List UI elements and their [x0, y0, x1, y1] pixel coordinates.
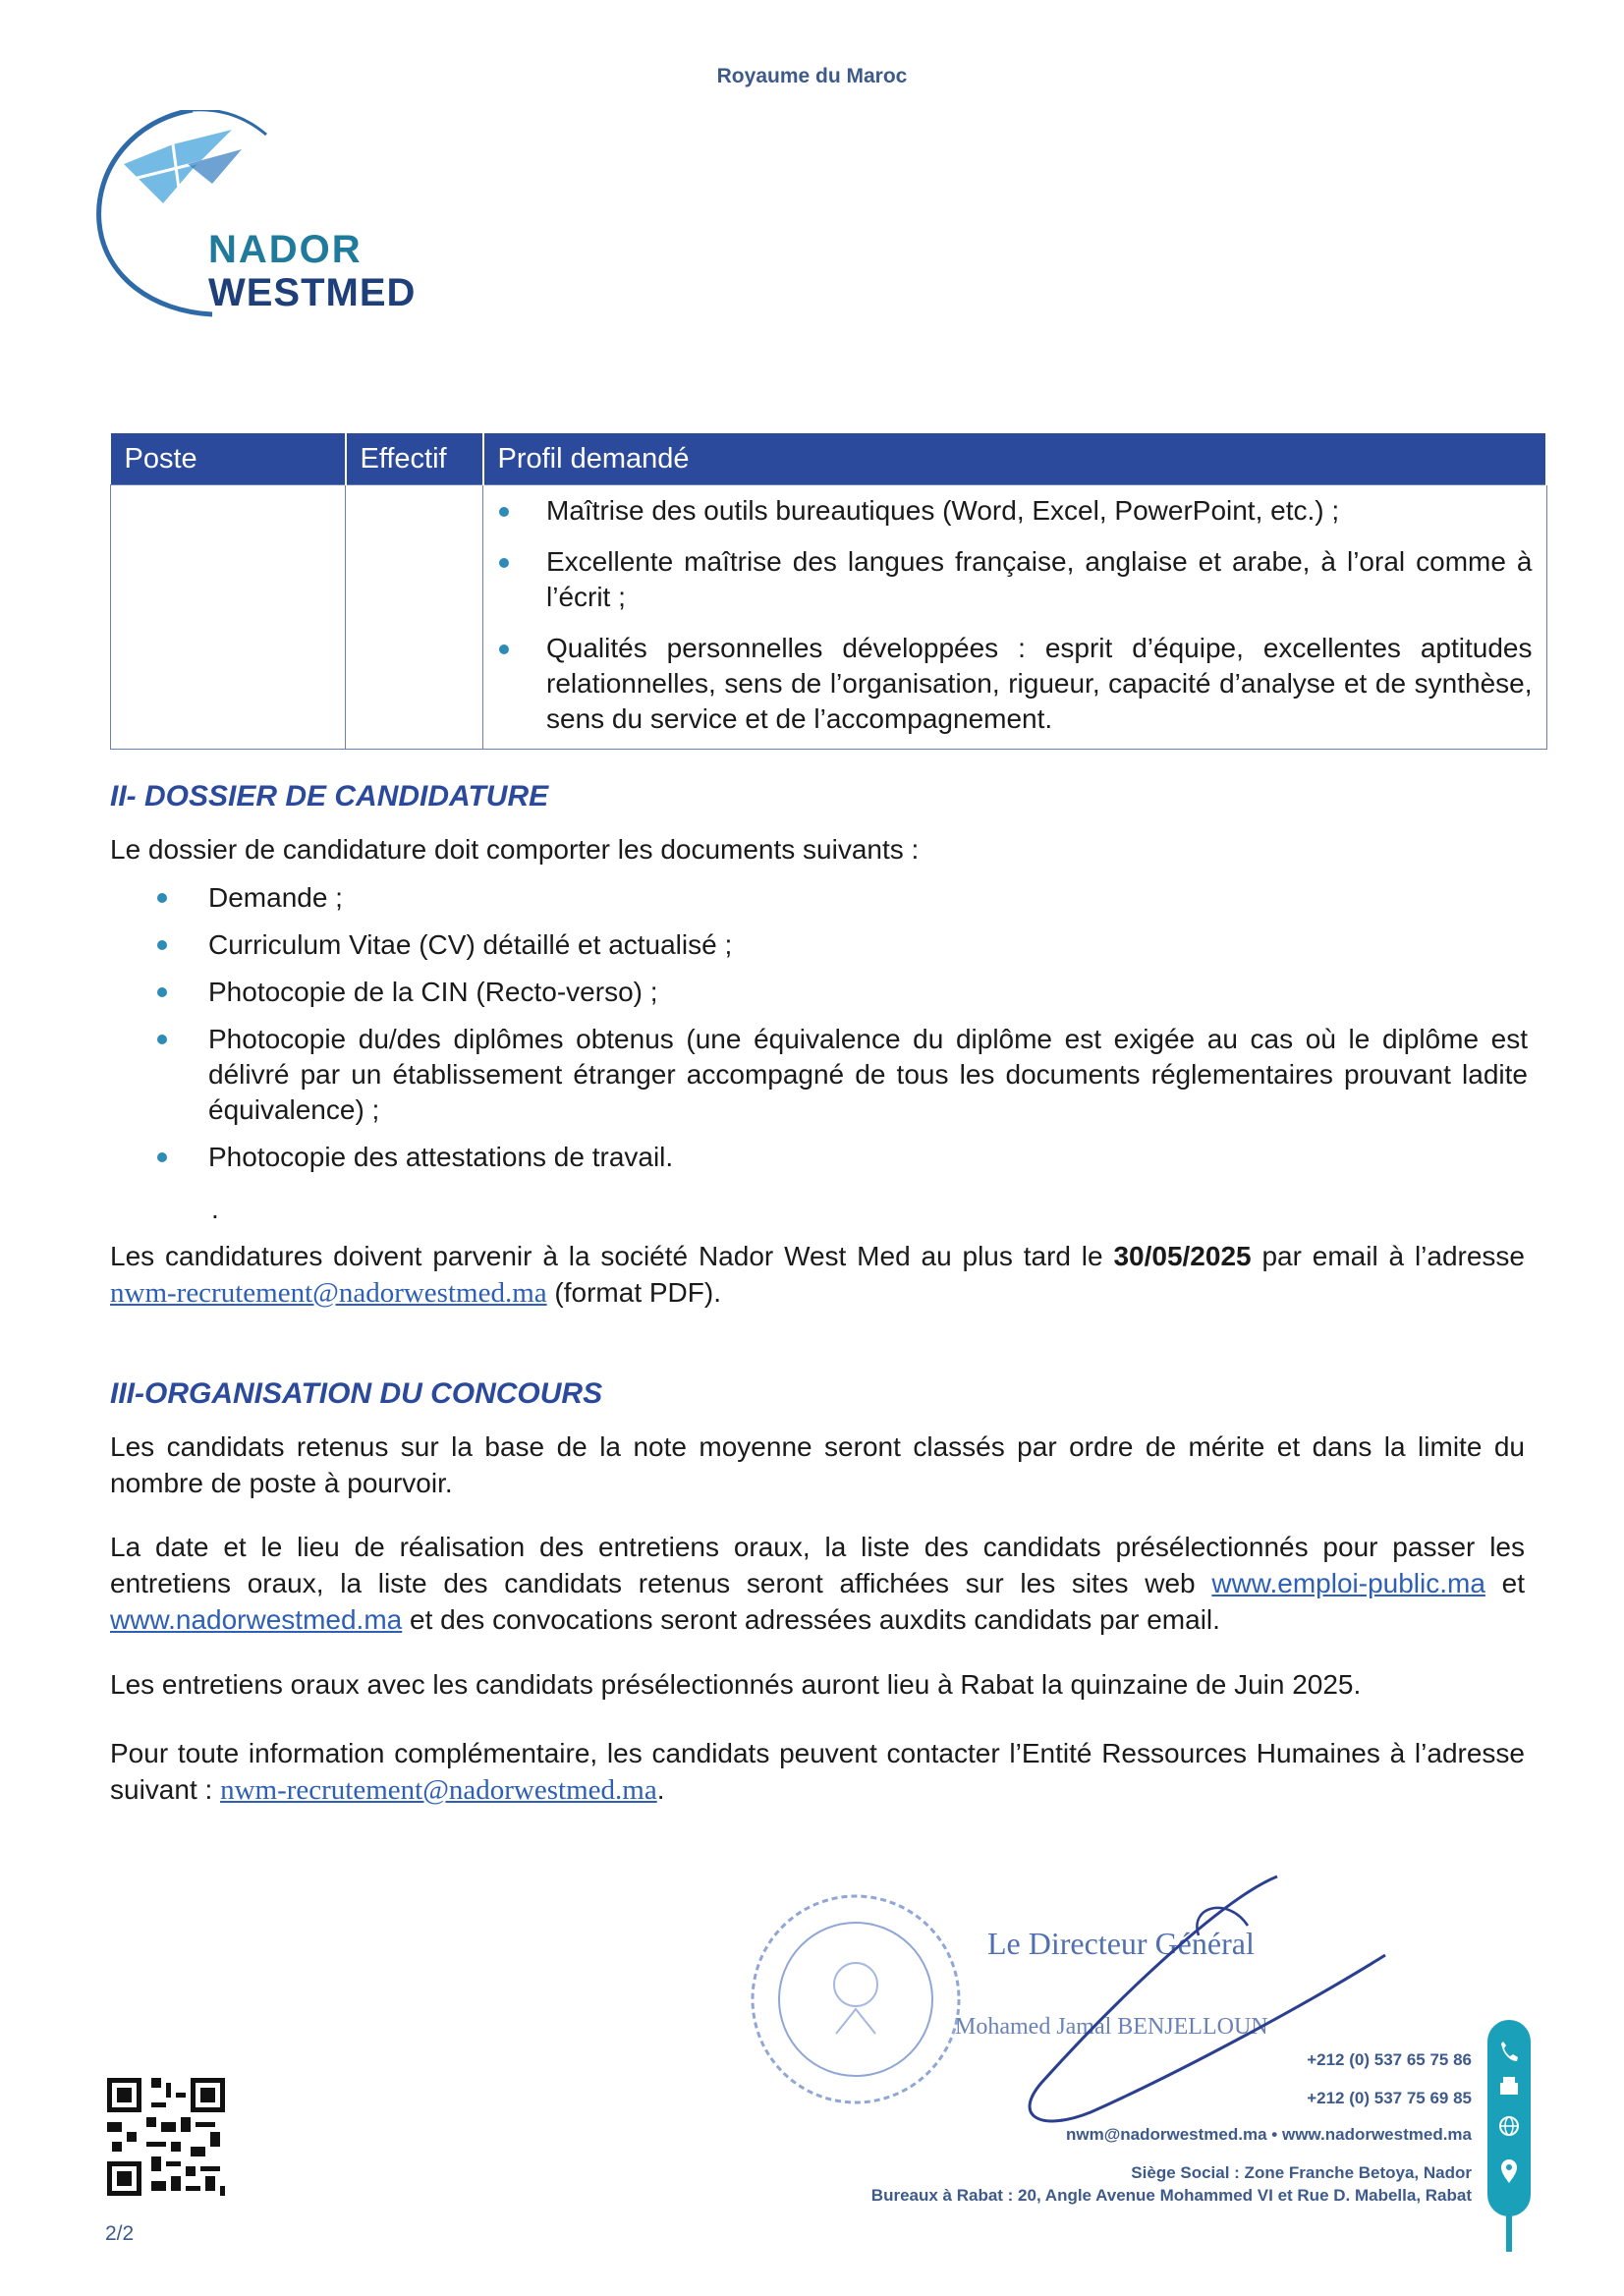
signatory-title: Le Directeur Général — [987, 1926, 1255, 1961]
concours-paragraph-3: Les entretiens oraux avec les candidats présélectionnés auront lieu à Rabat la quinzaine de Juin 2025. — [110, 1669, 1362, 1700]
cell-profil — [483, 485, 1547, 750]
bullet-icon — [157, 1035, 167, 1044]
bullet-icon — [157, 893, 167, 903]
contact-headquarters: Siège Social : Zone Franche Betoya, Nador — [1131, 2163, 1472, 2182]
list-item: Photocopie des attestations de travail. — [157, 1140, 1528, 1175]
dossier-intro: Le dossier de candidature doit comporter les documents suivants : — [110, 834, 920, 865]
column-header-poste: Poste — [111, 433, 346, 485]
list-item: Curriculum Vitae (CV) détaillé et actualisé ; — [157, 927, 1528, 963]
bullet-icon — [157, 987, 167, 997]
bullet-icon — [499, 558, 509, 568]
list-item: Photocopie du/des diplômes obtenus (une équivalence du diplôme est exigée au cas où le diplôme est délivré par un établissement étranger accompagné de tous les documents réglementaires prouvant ladite équivalence) ; — [157, 1022, 1528, 1128]
bullet-icon — [157, 940, 167, 950]
recruitment-email-link[interactable]: nwm-recrutement@nadorwestmed.ma — [110, 1277, 547, 1309]
concours-paragraph-1: Les candidats retenus sur la base de la note moyenne seront classés par ordre de mérite et dans la limite du nombre de poste à pourvoir. — [110, 1431, 1525, 1498]
deadline-date: 30/05/2025 — [1113, 1241, 1252, 1271]
deadline-paragraph: Les candidatures doivent parvenir à la société Nador West Med au plus tard le 30/05/2025 par email à l’adresse nwm-recrutement@nadorwestmed.ma (format PDF). — [110, 1241, 1525, 1309]
contact-fax: +212 (0) 537 75 69 85 — [1307, 2089, 1472, 2107]
bullet-icon — [157, 1152, 167, 1162]
concours-paragraph-4: Pour toute information complémentaire, les candidats peuvent contacter l’Entité Ressources Humaines à l’adresse suivant : nwm-recrutement@nadorwestmed.ma. — [110, 1738, 1525, 1806]
signatory-name: Mohamed Jamal BENJELLOUN — [955, 2014, 1268, 2040]
page-number: 2/2 — [105, 2222, 135, 2245]
logo-text-nador: NADOR — [208, 228, 363, 271]
profile-table — [110, 433, 1547, 750]
column-header-effectif: Effectif — [346, 433, 483, 485]
list-item: Excellente maîtrise des langues française, anglaise et arabe, à l’oral comme à l’écrit ; — [499, 544, 1533, 615]
cell-poste — [111, 485, 346, 750]
cell-effectif — [346, 485, 483, 750]
official-stamp — [743, 1886, 969, 2112]
section-title-concours: III-ORGANISATION DU CONCOURS — [110, 1377, 603, 1410]
section-title-dossier: II- DOSSIER DE CANDIDATURE — [110, 780, 549, 812]
contact-office: Bureaux à Rabat : 20, Angle Avenue Mohammed VI et Rue D. Mabella, Rabat — [870, 2186, 1472, 2205]
concours-paragraph-2: La date et le lieu de réalisation des entretiens oraux, la liste des candidats présélectionnés pour passer les entretiens oraux, la liste des candidats retenus seront affichées sur les sites web www.emploi-public.ma et www.nadorwestmed.ma et des convocations seront adressées auxdits candidats par email. — [110, 1532, 1525, 1635]
contact-email-website: nwm@nadorwestmed.ma • www.nadorwestmed.ma — [1065, 2125, 1472, 2144]
table-row — [111, 485, 1547, 750]
documents-list — [157, 880, 1528, 1187]
column-header-profil: Profil demandé — [483, 433, 1547, 485]
list-item: Maîtrise des outils bureautiques (Word, Excel, PowerPoint, etc.) ; — [499, 493, 1533, 529]
stray-dot: . — [211, 1194, 219, 1224]
list-item: Qualités personnelles développées : esprit d’équipe, excellentes aptitudes relationnelles, sens de l’organisation, rigueur, capacité d’analyse et de synthèse, sens du service et de l’accompagnement. — [499, 631, 1533, 737]
bullet-icon — [499, 507, 509, 517]
hr-email-link[interactable]: nwm-recrutement@nadorwestmed.ma — [220, 1774, 657, 1806]
qr-code — [102, 2073, 230, 2201]
contact-phone: +212 (0) 537 65 75 86 — [1307, 2050, 1472, 2069]
bullet-icon — [499, 644, 509, 654]
logo-text-westmed: WESTMED — [208, 271, 417, 314]
nadorwestmed-link[interactable]: www.nadorwestmed.ma — [110, 1604, 403, 1635]
emploi-public-link[interactable]: www.emploi-public.ma — [1211, 1568, 1485, 1598]
contact-icon-bar — [1485, 2018, 1533, 2254]
kingdom-header: Royaume du Maroc — [716, 65, 908, 87]
list-item: Demande ; — [157, 880, 1528, 916]
list-item: Photocopie de la CIN (Recto-verso) ; — [157, 975, 1528, 1010]
